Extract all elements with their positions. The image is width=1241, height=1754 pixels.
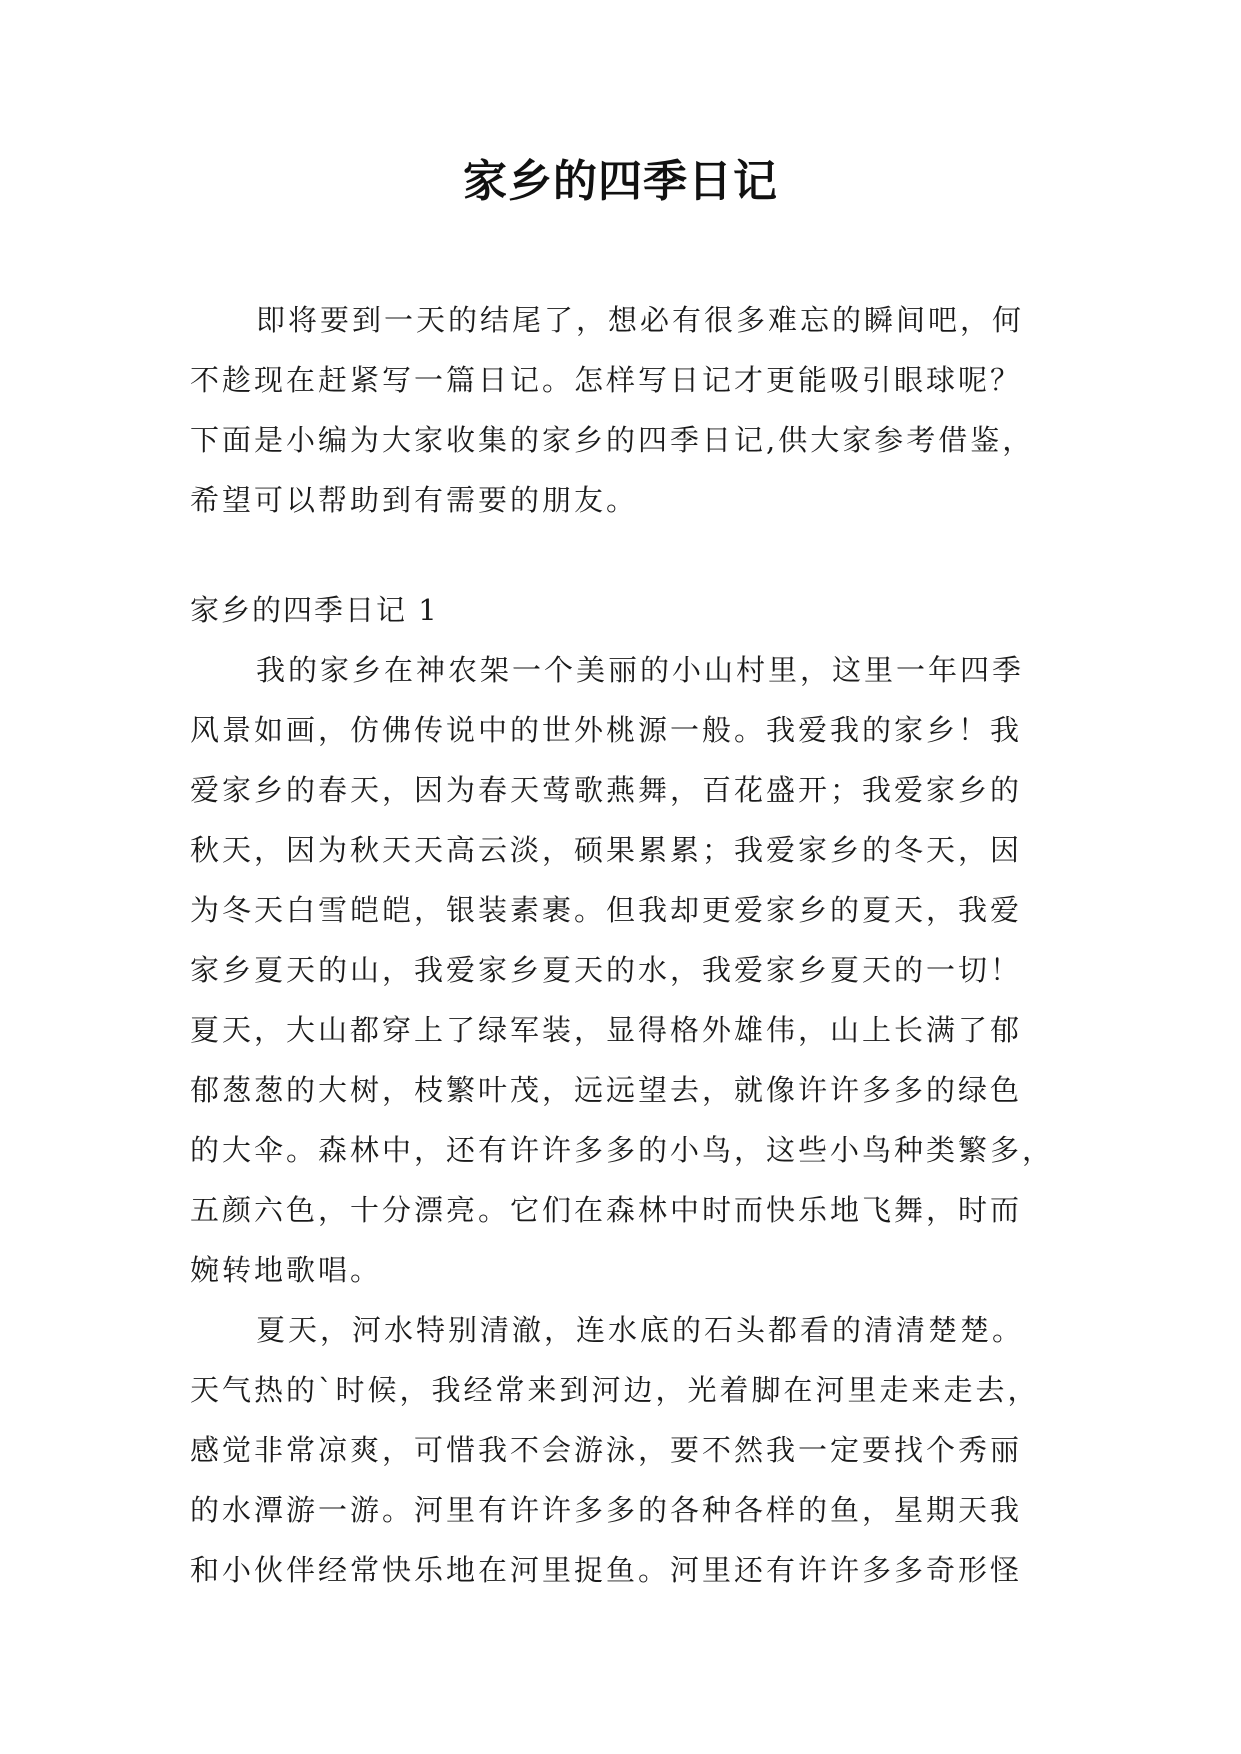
intro-line: 即将要到一天的结尾了，想必有很多难忘的瞬间吧，何 — [256, 303, 1025, 337]
paragraph-line: 风景如画，仿佛传说中的世外桃源一般。我爱我的家乡！我 — [190, 713, 1023, 747]
body-paragraph-1 — [190, 640, 1080, 1300]
paragraph-line: 五颜六色，十分漂亮。它们在森林中时而快乐地飞舞，时而 — [190, 1193, 1023, 1227]
paragraph-line: 爱家乡的春天，因为春天莺歌燕舞，百花盛开；我爱家乡的 — [190, 773, 1023, 807]
body-paragraph-2 — [190, 1300, 1080, 1600]
intro-line: 下面是小编为大家收集的家乡的四季日记,供大家参考借鉴， — [190, 423, 1035, 457]
paragraph-line: 和小伙伴经常快乐地在河里捉鱼。河里还有许许多多奇形怪 — [190, 1553, 1023, 1587]
intro-paragraph — [190, 290, 1080, 530]
paragraph-line: 感觉非常凉爽，可惜我不会游泳，要不然我一定要找个秀丽 — [190, 1433, 1023, 1467]
section-heading: 家乡的四季日记 1 — [190, 593, 439, 627]
paragraph-line: 夏天，大山都穿上了绿军装，显得格外雄伟，山上长满了郁 — [190, 1013, 1023, 1047]
paragraph-line: 家乡夏天的山，我爱家乡夏天的水，我爱家乡夏天的一切！ — [190, 953, 1023, 987]
paragraph-line: 婉转地歌唱。 — [190, 1253, 383, 1287]
paragraph-gap — [190, 530, 1080, 580]
intro-line: 希望可以帮助到有需要的朋友。 — [190, 483, 639, 517]
paragraph-line: 的大伞。森林中，还有许许多多的小鸟，这些小鸟种类繁多， — [190, 1133, 1055, 1167]
paragraph-line: 秋天，因为秋天天高云淡，硕果累累；我爱家乡的冬天，因 — [190, 833, 1023, 867]
paragraph-line: 天气热的`时候，我经常来到河边，光着脚在河里走来走去， — [190, 1373, 1040, 1407]
document-title: 家乡的四季日记 — [463, 156, 778, 207]
paragraph-line: 郁葱葱的大树，枝繁叶茂，远远望去，就像许许多多的绿色 — [190, 1073, 1023, 1107]
paragraph-line: 夏天，河水特别清澈，连水底的石头都看的清清楚楚。 — [256, 1313, 1025, 1347]
intro-line: 不趁现在赶紧写一篇日记。怎样写日记才更能吸引眼球呢？ — [190, 363, 1023, 397]
paragraph-line: 我的家乡在神农架一个美丽的小山村里，这里一年四季 — [256, 653, 1025, 687]
paragraph-line: 为冬天白雪皑皑，银装素裹。但我却更爱家乡的夏天，我爱 — [190, 893, 1023, 927]
document-body — [190, 290, 1080, 1600]
paragraph-line: 的水潭游一游。河里有许许多多的各种各样的鱼，星期天我 — [190, 1493, 1023, 1527]
